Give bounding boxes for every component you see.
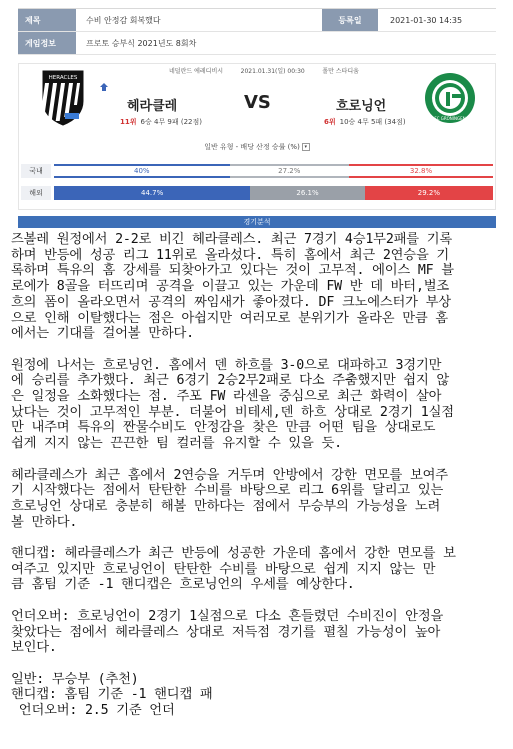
- vs-label: VS: [244, 92, 271, 113]
- home-marker-icon: [99, 82, 109, 92]
- match-meta: [169, 66, 359, 75]
- prob-row-overseas: [21, 186, 493, 200]
- prob-bar-domestic: [54, 164, 493, 178]
- away-logo-text: FC GRONINGEN: [434, 116, 466, 121]
- analysis-line: 여주고 있지만 흐로닝언이 탄탄한 수비를 바탕으로 쉽게 지지 않는 만: [11, 561, 436, 577]
- analysis-body: [11, 232, 503, 719]
- overseas-draw-seg: 26.1%: [250, 186, 365, 200]
- title-value: 수비 안정감 회복했다: [86, 15, 161, 25]
- prob-bar-overseas: [54, 186, 493, 200]
- home-record-text: 6승 4무 9패 (22점): [140, 118, 202, 126]
- overseas-home-seg: 44.7%: [54, 186, 250, 200]
- analysis-line: 에 승리를 추가했다. 최근 6경기 2승2무2패로 다소 주춤했지만 쉽지 않: [11, 373, 450, 389]
- analysis-para-2: [11, 358, 503, 452]
- info-row-game: [18, 32, 496, 55]
- analysis-line: 큼 홈팀 기준 -1 핸디캡은 흐로닝언의 우세를 예상한다.: [11, 577, 355, 593]
- probability-select[interactable]: ▾: [302, 143, 310, 151]
- home-logo-text: HERACLES: [48, 75, 78, 81]
- analysis-line: 헤라클레스가 최근 홈에서 2연승을 거두며 안방에서 강한 면모를 보여주: [11, 467, 448, 483]
- overseas-away-seg: 29.2%: [365, 186, 493, 200]
- analysis-line: 록하며 특유의 홈 강세를 되찾아가고 있다는 것이 고무적. 에이스 MF 블: [11, 263, 454, 279]
- analysis-line: 찾았다는 점에서 헤라클레스 상대로 저득점 경기를 펼칠 가능성이 높아: [11, 624, 441, 640]
- away-rank: 6위: [324, 118, 336, 126]
- match-datetime: 2021.01.31(일) 00:30: [240, 68, 305, 75]
- info-row-title: [18, 9, 496, 32]
- match-info-table: [18, 8, 496, 55]
- analysis-line: 흐로닝언 상대로 충분히 해볼 만하다는 점에서 무승부의 가능성을 노려: [11, 498, 441, 514]
- analysis-line: 일반: 무승부 (추천): [11, 671, 139, 687]
- analysis-line: 쉽게 지지 않는 끈끈한 팀 컬러를 유지할 수 있을 듯.: [11, 436, 342, 452]
- league-name: 네덜란드 에레디비시: [169, 68, 224, 75]
- domestic-home-seg: 40%: [54, 164, 230, 178]
- title-label: 제목: [18, 9, 76, 31]
- analysis-line: 원정에 나서는 흐로닝언. 홈에서 덴 하흐를 3-0으로 대파하고 3경기만: [11, 357, 442, 373]
- domestic-away-seg: 32.8%: [349, 164, 493, 178]
- analysis-line: 은 일정을 소화했다는 점. 주포 FW 라센을 중심으로 최근 화력이 살아: [11, 389, 442, 405]
- analysis-para-5: [11, 609, 503, 656]
- prob-label-domestic: 국내: [21, 164, 51, 178]
- analysis-line: 핸디캡: 헤라클레스가 최근 반등에 성공한 가운데 홈에서 강한 면모를 보: [11, 546, 456, 562]
- analysis-line: 흐의 폼이 올라오면서 공격의 짜임새가 좋아졌다. DF 크노에스터가 부상: [11, 294, 451, 310]
- analysis-para-1: [11, 232, 503, 342]
- heracles-logo: [41, 69, 85, 127]
- stadium-name: 폴만 스타디움: [322, 68, 359, 75]
- analysis-line: 만 내주며 특유의 짠물수비도 안정감을 찾은 만큼 어떤 팀을 상대로도: [11, 420, 436, 436]
- analysis-line: 볼 만하다.: [11, 514, 78, 530]
- prob-row-domestic: [21, 164, 493, 178]
- analysis-para-4: [11, 546, 503, 593]
- analysis-para-6: [11, 672, 503, 719]
- home-team-name: 헤라클레: [127, 99, 178, 114]
- analysis-line: 에서는 기대를 걸어볼 만하다.: [11, 326, 194, 342]
- away-record: [324, 117, 406, 127]
- domestic-draw-seg: 27.2%: [230, 164, 349, 178]
- away-record-text: 10승 4무 5패 (34점): [339, 118, 406, 126]
- analysis-line: 언더오버: 2.5 기준 언더: [11, 703, 175, 719]
- date-value: 2021-01-30 14:35: [390, 15, 463, 25]
- groningen-logo: [424, 72, 476, 124]
- away-team-name: 흐로닝언: [336, 99, 387, 114]
- analysis-header: 경기분석: [18, 216, 496, 228]
- analysis-line: 핸디캡: 홈팀 기준 -1 핸디캡 패: [11, 687, 213, 703]
- match-card: [18, 63, 496, 210]
- game-value: 프로토 승부식 2021년도 8회차: [86, 38, 197, 48]
- home-record: [120, 117, 202, 127]
- analysis-line: 언더오버: 흐로닝언이 2경기 1실점으로 다소 흔들렸던 수비진이 안정을: [11, 608, 444, 624]
- analysis-line: 하며 반등에 성공 리그 11위로 올라섰다. 특히 홈에서 최근 2연승을 기: [11, 247, 450, 263]
- game-label: 게임정보: [18, 32, 76, 54]
- probability-title-text: 일반 유형 - 배당 산정 승률 (%): [204, 143, 300, 151]
- analysis-line: 보인다.: [11, 640, 57, 656]
- analysis-line: 즈볼레 원정에서 2-2로 비긴 헤라클레스. 최근 7경기 4승1무2패를 기록: [11, 232, 453, 247]
- home-rank: 11위: [120, 118, 137, 126]
- analysis-line: 기 시작했다는 점에서 탄탄한 수비를 바탕으로 리그 6위를 달리고 있는: [11, 483, 444, 499]
- analysis-line: 났다는 것이 고무적인 부분. 더불어 비테세,덴 하흐 상대로 2경기 1실점: [11, 404, 454, 420]
- analysis-line: 로에가 8골을 터뜨리며 공격을 이끌고 있는 가운데 FW 반 데 바터,벌조: [11, 279, 450, 295]
- probability-title: [19, 142, 495, 152]
- prob-label-overseas: 해외: [21, 186, 51, 200]
- date-label: 등록일: [322, 9, 378, 31]
- analysis-para-3: [11, 468, 503, 531]
- analysis-line: 으로 인해 이탈했다는 점은 아쉽지만 여러모로 분위기가 올라온 만큼 홈: [11, 310, 448, 326]
